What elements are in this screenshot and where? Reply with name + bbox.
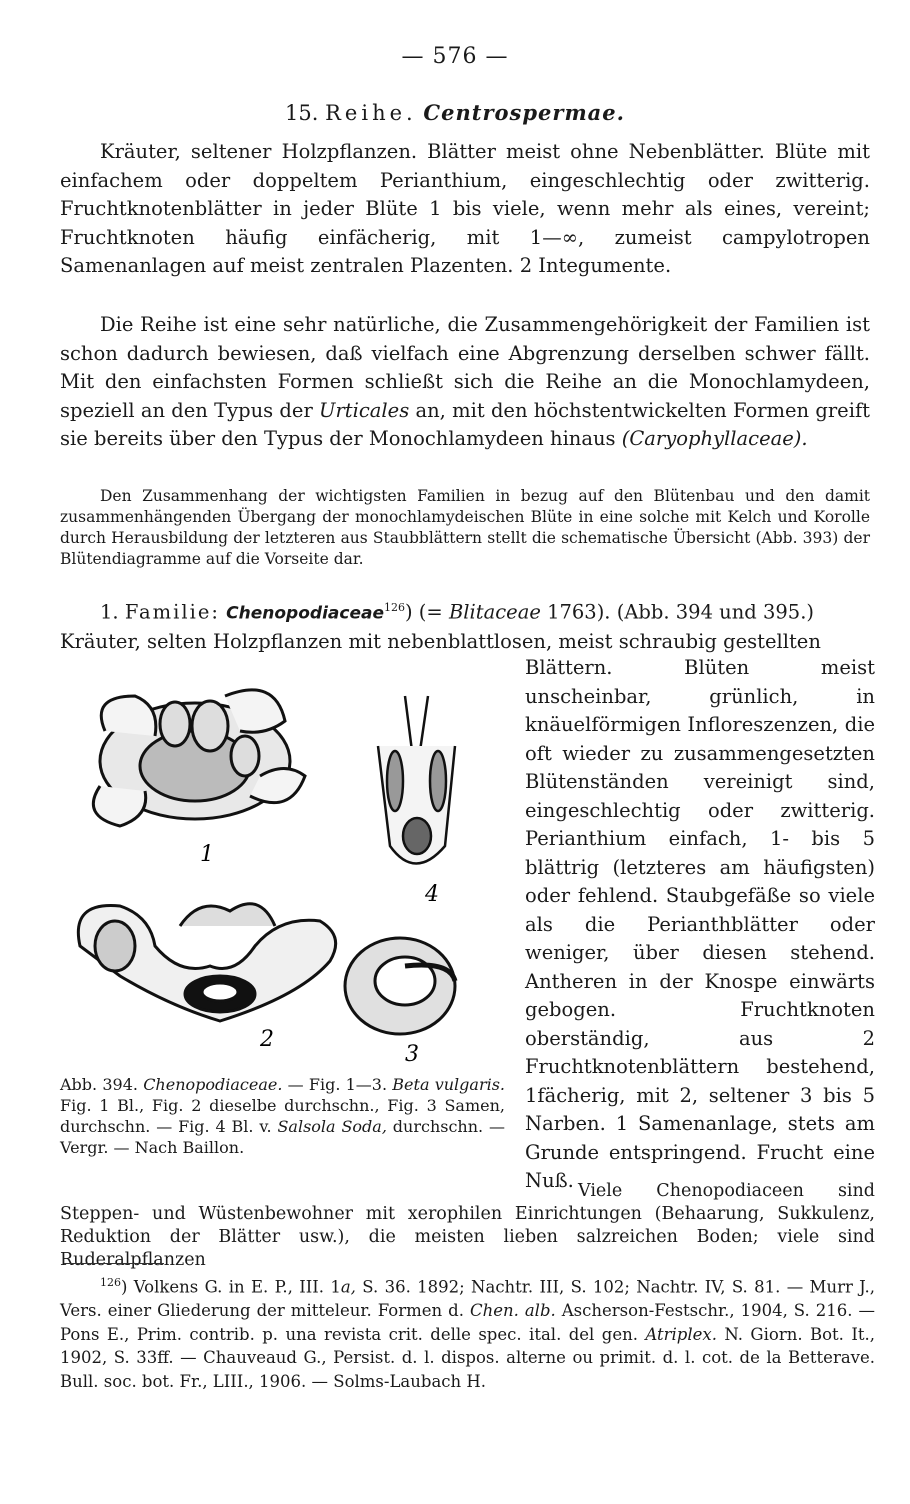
fig4-flower-drawing: [378, 696, 455, 864]
para2-italic-2: (Caryophyllaceae).: [621, 427, 808, 450]
footnote-a: ) Volkens G. in E. P., III. 1: [121, 1277, 341, 1297]
heading-title: Centrospermae.: [423, 100, 625, 125]
footnote-a-italic: a,: [340, 1277, 356, 1297]
family-name: Chenopodiaceae: [226, 603, 384, 624]
family-synonym: Blitaceae: [448, 600, 541, 624]
bottom-text: Viele Chenopodiaceen sind Steppen- und Wüstenbewohner mit xerophilen Einrichtungen (Behaarung, Sukkulenz, Reduktion der Blätter usw.), die meisten lieben salzreichen Boden; viele sind Ruderalpflanzen: [60, 1181, 875, 1270]
family-syn-b: 1763). (Abb. 394 und 395.): [547, 600, 815, 624]
fig-label-2: 2: [260, 1027, 274, 1052]
intro-paragraph: [60, 138, 870, 281]
family-line2: Kräuter, selten Holzpflanzen mit nebenblattlosen, meist schraubig gestellten: [60, 630, 821, 653]
footnote-number: 126: [100, 1276, 121, 1289]
family-number: 1.: [100, 600, 125, 624]
footnote: [60, 1271, 875, 1393]
para2-text-b: an, mit den höchstentwickelten Formen greift sie bereits über den Typus der Monochlamydeen hinaus: [60, 398, 870, 450]
footnote-c: Ascherson-Festschr., 1904, S. 216. — Pons E., Prim. contrib. p. una revista crit. delle spec. ital. del gen.: [60, 1301, 875, 1344]
footnote-c-italic: Atriplex.: [645, 1324, 717, 1344]
figure-394: [60, 676, 505, 1071]
heading-reihe: Reihe.: [325, 101, 417, 125]
family-description: Blättern. Blüten meist unscheinbar, grünlich, in knäuelförmigen Infloreszenzen, die oft wieder zu zusammengesetzten Blütenständen vereinigt sind, eingeschlechtig oder zwitterig. Perianthium einfach, 1- bis 5 blättrig (letzteres am häufigsten) oder fehlend. Staubgefäße so viele als die Perianthblätter oder weniger, über diesen stehend. Antheren in der Knospe einwärts gebogen. Fruchtknoten oberständig, aus 2 Fruchtknotenblättern bestehend, 1fächerig, mit 2, seltener 3 bis 5 Narben. 1 Samenanlage, stets am Grunde entspringend. Frucht eine Nuß.: [525, 656, 875, 1192]
fig3-seed-drawing: [345, 938, 455, 1034]
caption-a: Abb. 394.: [60, 1075, 138, 1094]
fig1-flower-drawing: [93, 690, 305, 826]
family-label: Familie:: [124, 600, 220, 624]
bottom-paragraph: [60, 1180, 875, 1272]
footnote-d: N. Giorn. Bot. It., 1902, S. 33ff. — Chauveaud G., Persist. d. l. dispos. alterne ou primit. d. l. cot. de la Betterave. Bull. soc. bot. Fr., LIII., 1906. — Solms-Laubach H.: [60, 1324, 875, 1391]
caption-g: durchschn. — Vergr. — Nach Baillon.: [60, 1117, 505, 1157]
heading-number: 15.: [285, 101, 326, 125]
family-footnote-ref: 126: [384, 601, 405, 614]
fig-label-3: 3: [405, 1042, 419, 1067]
family-heading: [60, 594, 870, 657]
small-paragraph: [60, 486, 870, 570]
small-para-text: Den Zusammenhang der wichtigsten Familien in bezug auf den Blütenbau und den damit zusammenhängenden Übergang der monochlamydeischen Blüte in eine solche mit Kelch und Korolle durch Herausbildung der letzteren aus Staubblättern stellt die schematische Übersicht (Abb. 393) der Blütendiagramme auf die Vorseite dar.: [60, 487, 870, 568]
para2-italic: Urticales: [319, 398, 410, 422]
fig-label-4: 4: [425, 882, 439, 907]
caption-e: Fig. 1 Bl., Fig. 2 dieselbe durchschn., Fig. 3 Samen, durchschn. — Fig. 4 Bl. v.: [60, 1096, 505, 1136]
paragraph-reihe: [60, 311, 870, 454]
fig2-flower-drawing: [78, 904, 335, 1021]
caption-c: — Fig. 1—3.: [287, 1075, 388, 1094]
footnote-rule: [64, 1263, 164, 1264]
figure-caption: [60, 1074, 505, 1158]
section-heading: [0, 100, 910, 125]
family-syn-a: ) (=: [405, 600, 443, 624]
footnote-b: S. 36. 1892; Nachtr. III, S. 102; Nachtr. IV, S. 81. — Murr J., Vers. einer Gliederung der mitteleur. Formen d.: [60, 1277, 876, 1320]
footnote-b-italic: Chen. alb.: [469, 1301, 556, 1320]
page-number: — 576 —: [401, 44, 509, 69]
caption-family: Chenopodiaceae.: [143, 1075, 283, 1094]
fig-label-1: 1: [200, 842, 214, 867]
caption-species-2: Salsola Soda,: [277, 1117, 387, 1136]
flower-illustration: [60, 676, 505, 1071]
intro-text: Kräuter, seltener Holzpflanzen. Blätter meist ohne Nebenblätter. Blüte mit einfachem oder doppeltem Perianthium, eingeschlechtig oder zwitterig. Fruchtknotenblätter in jeder Blüte 1 bis viele, wenn mehr als eines, vereint; Fruchtknoten häufig einfächerig, mit 1—∞, zumeist campylotropen Samenanlagen auf meist zentralen Plazenten. 2 Integumente.: [60, 140, 870, 277]
para2-text: Die Reihe ist eine sehr natürliche, die Zusammengehörigkeit der Familien ist schon dadurch bewiesen, daß vielfach eine Abgrenzung derselben schwer fällt. Mit den einfachsten Formen schließt sich die Reihe an die Monochlamydeen, speziell an den Typus der: [60, 313, 870, 422]
caption-species-1: Beta vulgaris.: [392, 1075, 506, 1094]
